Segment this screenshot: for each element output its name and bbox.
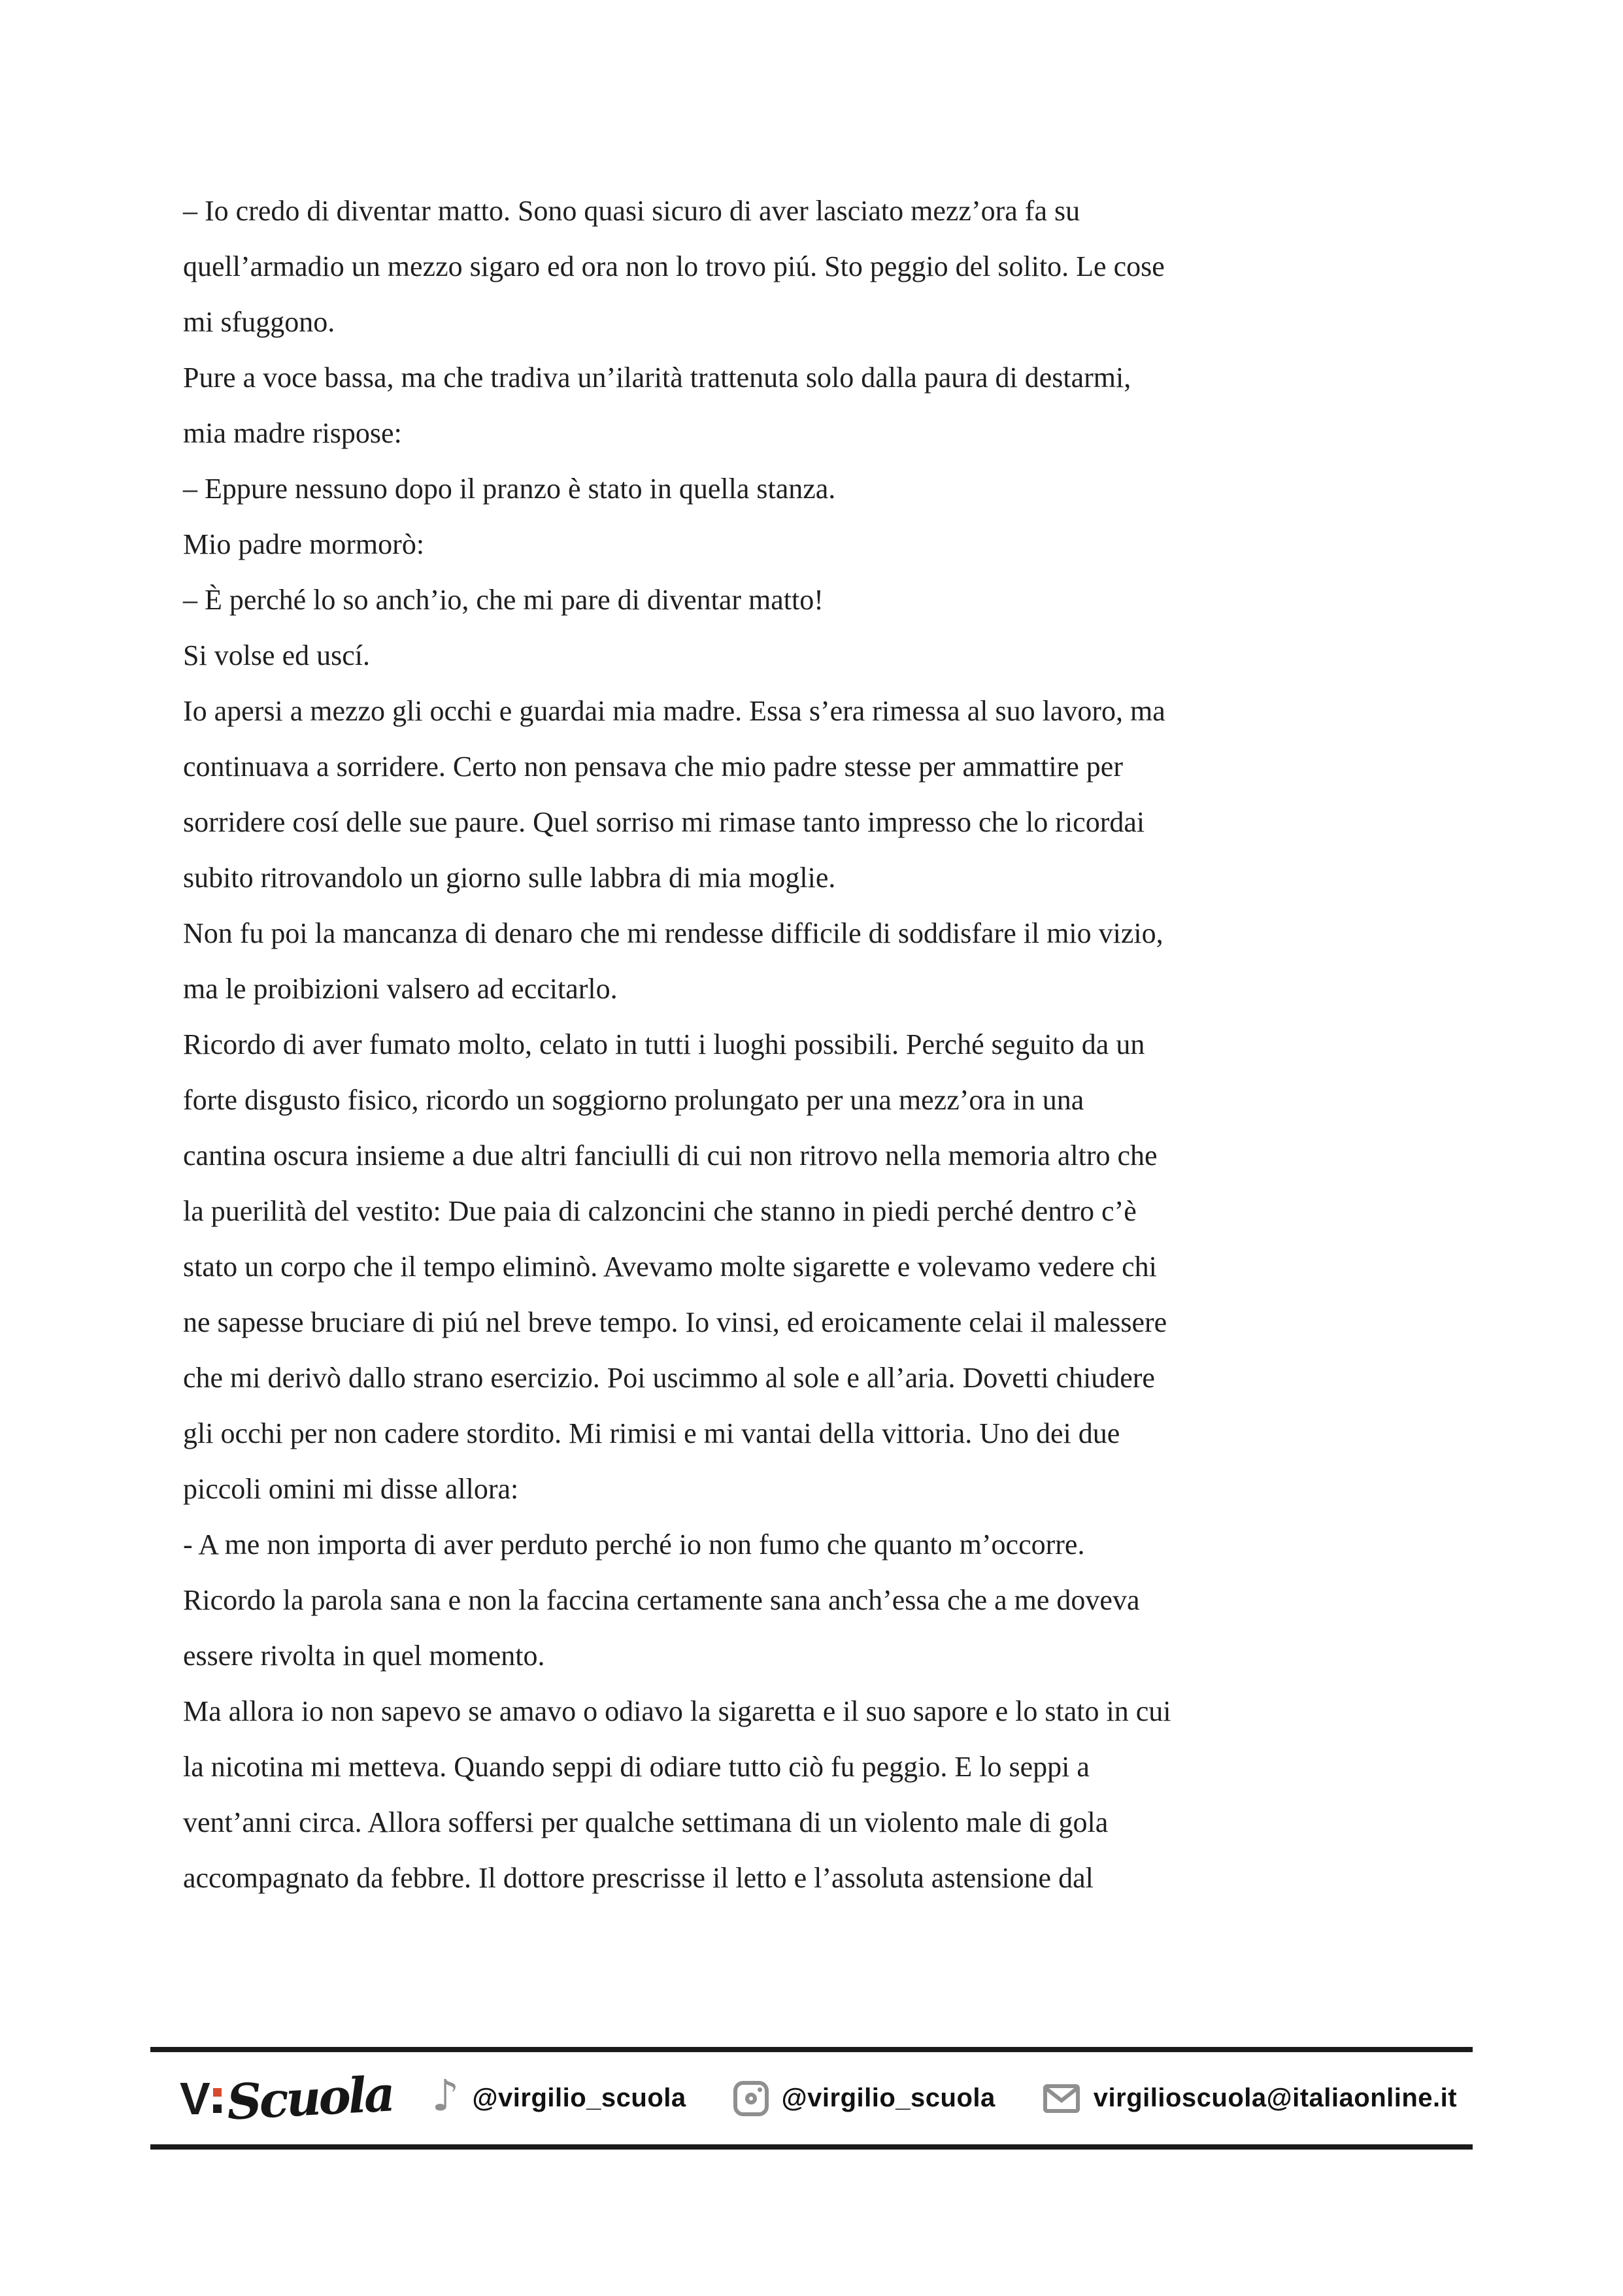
text-line: Si volse ed uscí. — [183, 639, 370, 671]
text-line: Non fu poi la mancanza di denaro che mi rendesse difficile di soddisfare il mio vizio, — [183, 917, 1163, 949]
paragraph — [183, 628, 1454, 683]
text-line: Ricordo la parola sana e non la faccina certamente sana anch’essa che a me doveva — [183, 1584, 1140, 1616]
body-text — [183, 183, 1454, 1906]
paragraph — [183, 1517, 1454, 1572]
text-line: Pure a voce bassa, ma che tradiva un’ilarità trattenuta solo dalla paura di destarmi, — [183, 362, 1131, 394]
text-line: Io apersi a mezzo gli occhi e guardai mia madre. Essa s’era rimessa al suo lavoro, ma — [183, 695, 1165, 727]
text-line: subito ritrovandolo un giorno sulle labbra di mia moglie. — [183, 862, 836, 894]
text-line: – È perché lo so anch’io, che mi pare di diventar matto! — [183, 584, 824, 616]
text-line: stato un corpo che il tempo eliminò. Avevamo molte sigarette e volevamo vedere chi — [183, 1251, 1157, 1283]
logo-letter-v: V — [180, 2072, 210, 2124]
vscuola-logo — [180, 2065, 394, 2131]
page-footer — [150, 2047, 1473, 2150]
paragraph — [183, 1572, 1454, 1683]
logo-script-text: Scuola — [225, 2065, 394, 2131]
text-line: mi sfuggono. — [183, 306, 335, 338]
text-line: gli occhi per non cadere stordito. Mi rimisi e mi vantai della vittoria. Uno dei due — [183, 1417, 1120, 1449]
text-line: Ma allora io non sapevo se amavo o odiavo la sigaretta e il suo sapore e lo stato in cui — [183, 1695, 1171, 1727]
text-line: sorridere cosí delle sue paure. Quel sorriso mi rimase tanto impresso che lo ricordai — [183, 806, 1145, 838]
paragraph — [183, 1017, 1454, 1517]
paragraph — [183, 905, 1454, 1017]
text-line: – Io credo di diventar matto. Sono quasi sicuro di aver lasciato mezz’ora fa su — [183, 195, 1080, 227]
paragraph — [183, 350, 1454, 461]
paragraph — [183, 461, 1454, 516]
mail-icon — [1043, 2084, 1080, 2114]
text-line: accompagnato da febbre. Il dottore prescrisse il letto e l’assoluta astensione dal — [183, 1862, 1094, 1894]
paragraph — [183, 572, 1454, 628]
text-line: cantina oscura insieme a due altri fanciulli di cui non ritrovo nella memoria altro che — [183, 1140, 1158, 1172]
text-line: ma le proibizioni valsero ad eccitarlo. — [183, 973, 618, 1005]
tiktok-contact — [431, 2070, 686, 2121]
instagram-contact — [733, 2081, 996, 2116]
text-line: la puerilità del vestito: Due paia di calzoncini che stanno in piedi perché dentro c’è — [183, 1195, 1137, 1227]
paragraph — [183, 683, 1454, 905]
text-line: la nicotina mi metteva. Quando seppi di odiare tutto ciò fu peggio. E lo seppi a — [183, 1751, 1090, 1783]
text-line: Mio padre mormorò: — [183, 528, 425, 560]
text-line: ne sapesse bruciare di piú nel breve tempo. Io vinsi, ed eroicamente celai il malessere — [183, 1306, 1167, 1338]
text-line: quell’armadio un mezzo sigaro ed ora non lo trovo piú. Sto peggio del solito. Le cose — [183, 250, 1165, 282]
paragraph — [183, 183, 1454, 350]
instagram-handle: @virgilio_scuola — [781, 2084, 996, 2112]
text-line: mia madre rispose: — [183, 417, 402, 449]
text-line: – Eppure nessuno dopo il pranzo è stato in quella stanza. — [183, 473, 836, 505]
text-line: essere rivolta in quel momento. — [183, 1640, 545, 1672]
text-line: - A me non importa di aver perduto perché io non fumo che quanto m’occorre. — [183, 1528, 1085, 1561]
paragraph — [183, 516, 1454, 572]
tiktok-icon: ♪ — [431, 2070, 460, 2121]
tiktok-handle: @virgilio_scuola — [472, 2084, 686, 2112]
text-line: vent’anni circa. Allora soffersi per qualche settimana di un violento male di gola — [183, 1806, 1109, 1838]
text-line: Ricordo di aver fumato molto, celato in tutti i luoghi possibili. Perché seguito da un — [183, 1028, 1145, 1060]
paragraph — [183, 1683, 1454, 1906]
logo-colon-icon — [213, 2088, 222, 2113]
instagram-icon — [733, 2081, 769, 2116]
email-contact — [1043, 2084, 1457, 2114]
text-line: forte disgusto fisico, ricordo un soggiorno prolungato per una mezz’ora in una — [183, 1084, 1084, 1116]
text-line: che mi derivò dallo strano esercizio. Poi uscimmo al sole e all’aria. Dovetti chiudere — [183, 1362, 1155, 1394]
text-line: continuava a sorridere. Certo non pensava che mio padre stesse per ammattire per — [183, 751, 1123, 783]
email-address: virgilioscuola@italiaonline.it — [1093, 2084, 1458, 2112]
text-line: piccoli omini mi disse allora: — [183, 1473, 519, 1505]
